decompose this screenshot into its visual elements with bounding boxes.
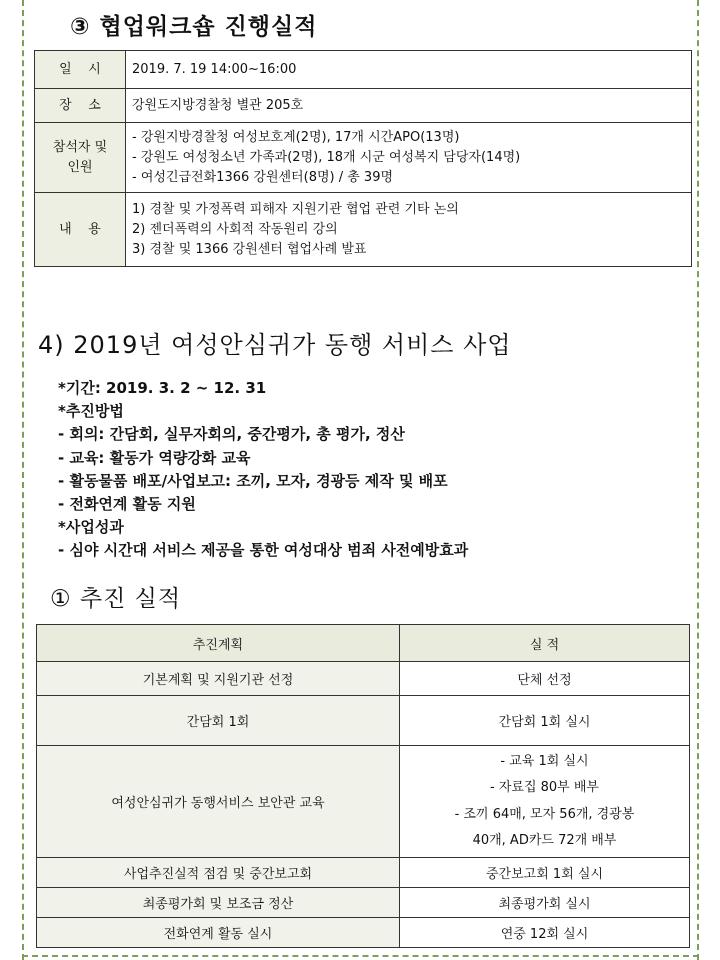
- table-row: [35, 123, 692, 193]
- result-cell: [400, 746, 690, 858]
- row-value: [126, 123, 692, 193]
- result-line: - 교육 1회 실시: [500, 753, 589, 769]
- plan-cell: 여성안심귀가 동행서비스 보안관 교육: [37, 746, 400, 858]
- page-border-bottom: [22, 955, 699, 957]
- section3-title: ③ 협업워크숍 진행실적: [70, 14, 318, 40]
- table-row: [37, 746, 690, 858]
- performance-table: [36, 624, 690, 948]
- table-row: [37, 696, 690, 746]
- plan-cell: 전화연계 활동 실시: [37, 918, 400, 948]
- row-label: 내 용: [35, 193, 126, 267]
- row-label-text: 참석자 및 인원: [52, 139, 108, 175]
- plan-cell: 최종평가회 및 보조금 정산: [37, 888, 400, 918]
- table-row: [35, 89, 692, 123]
- row-label: [35, 123, 126, 193]
- row-value: [126, 89, 692, 123]
- value-line: 1) 경찰 및 가정폭력 피해자 지원기관 협업 관련 기타 논의: [132, 201, 459, 217]
- value-line: 강원도지방경찰청 별관 205호: [132, 97, 304, 113]
- row-label: 일 시: [35, 51, 126, 89]
- result-cell: 간담회 1회 실시: [400, 696, 690, 746]
- result-cell: 중간보고회 1회 실시: [400, 858, 690, 888]
- table-row: [35, 51, 692, 89]
- subsection1-title: ① 추진 실적: [50, 586, 182, 612]
- header-plan: 추진계획: [37, 625, 400, 662]
- value-line: - 강원도 여성청소년 가족과(2명), 18개 시군 여성복지 담당자(14명): [132, 149, 521, 165]
- list-item: *추진방법: [58, 402, 124, 421]
- value-line: - 여성긴급전화1366 강원센터(8명) / 총 39명: [132, 169, 394, 185]
- workshop-table: [34, 50, 692, 267]
- table-row: [37, 918, 690, 948]
- row-value: [126, 51, 692, 89]
- header-result: 실 적: [400, 625, 690, 662]
- list-item: - 회의: 간담회, 실무자회의, 중간평가, 총 평가, 정산: [58, 425, 405, 444]
- list-item: - 심야 시간대 서비스 제공을 통한 여성대상 범죄 사전예방효과: [58, 541, 469, 560]
- result-line: - 조끼 64매, 모자 56개, 경광봉: [454, 806, 635, 822]
- table-header-row: [37, 625, 690, 662]
- result-cell: 최종평가회 실시: [400, 888, 690, 918]
- value-line: - 강원지방경찰청 여성보호계(2명), 17개 시간APO(13명): [132, 129, 460, 145]
- plan-cell: 기본계획 및 지원기관 선정: [37, 662, 400, 696]
- row-label: 장 소: [35, 89, 126, 123]
- value-line: 2019. 7. 19 14:00~16:00: [132, 61, 297, 77]
- page-border-right: [697, 0, 699, 960]
- table-row: [35, 193, 692, 267]
- plan-cell: 간담회 1회: [37, 696, 400, 746]
- value-line: 3) 경찰 및 1366 강원센터 협업사례 발표: [132, 241, 367, 257]
- table-row: [37, 662, 690, 696]
- row-value: [126, 193, 692, 267]
- value-line: 2) 젠더폭력의 사회적 작동원리 강의: [132, 221, 338, 237]
- table-row: [37, 858, 690, 888]
- project-details: [58, 377, 468, 563]
- section4-title: 4) 2019년 여성안심귀가 동행 서비스 사업: [38, 331, 512, 359]
- result-line: - 자료집 80부 배부: [490, 780, 599, 795]
- result-cell: 단체 선정: [400, 662, 690, 696]
- result-line: 40개, AD카드 72개 배부: [472, 833, 617, 848]
- list-item: *기간: 2019. 3. 2 ~ 12. 31: [58, 379, 267, 397]
- page-border-left: [22, 0, 24, 960]
- list-item: - 활동물품 배포/사업보고: 조끼, 모자, 경광등 제작 및 배포: [58, 471, 448, 490]
- list-item: - 전화연계 활동 지원: [58, 495, 196, 514]
- list-item: *사업성과: [58, 518, 124, 537]
- result-cell: 연중 12회 실시: [400, 918, 690, 948]
- list-item: - 교육: 활동가 역량강화 교육: [58, 448, 251, 467]
- plan-cell: 사업추진실적 점검 및 중간보고회: [37, 858, 400, 888]
- table-row: [37, 888, 690, 918]
